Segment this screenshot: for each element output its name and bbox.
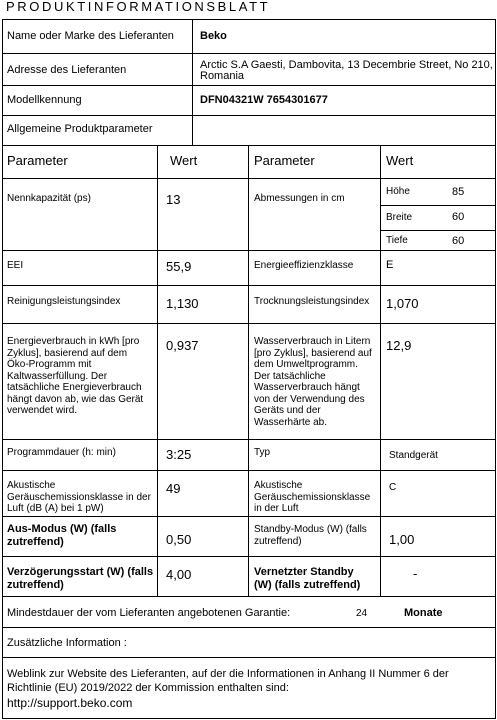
water-consumption-value: 12,9 — [386, 338, 412, 353]
type-label: Typ — [254, 447, 271, 458]
dimensions-label: Abmessungen in cm — [254, 193, 345, 204]
model-label: Modellkennung — [7, 94, 82, 106]
depth-value: 60 — [452, 235, 465, 247]
cleaning-value: 1,130 — [166, 296, 199, 311]
off-mode-label: Aus-Modus (W) (falls zutreffend) — [7, 523, 117, 548]
energy-consumption-label: Energieverbrauch in kWh [pro Zyklus], basierend auf dem Öko-Programm mit Kaltwasserfüllung. Der tatsächliche Energieverbrauch hängt davon ab, wie das Gerät verwendet wird. — [7, 336, 144, 416]
eei-value: 55,9 — [166, 259, 192, 274]
energy-class-label: Energieeffizienzklasse — [254, 260, 354, 271]
noise-class-value: C — [389, 482, 397, 493]
warranty-value: 24 — [356, 608, 368, 619]
height-value: 85 — [452, 186, 465, 198]
header-parameter-2: Parameter — [254, 153, 315, 168]
general-params-label: Allgemeine Produktparameter — [7, 123, 153, 135]
cleaning-label: Reinigungsleistungsindex — [7, 296, 121, 307]
weblink-text: Weblink zur Website des Lieferanten, auf der die Informationen in Anhang II Nummer 6 der Richtlinie (EU) 2019/2022 der Kommission enthalten sind: — [7, 668, 449, 694]
supplier-address-value: Arctic S.A Gaesti, Dambovita, 13 Decembrie Street, No 210, Romania — [200, 59, 493, 82]
width-value: 60 — [452, 211, 465, 223]
noise-class-label: Akustische Geräuschemissionsklasse in der Luft — [254, 480, 371, 514]
eei-label: EEI — [7, 260, 24, 271]
standby-value: 1,00 — [389, 532, 415, 547]
drying-value: 1,070 — [386, 296, 419, 311]
off-mode-value: 0,50 — [166, 532, 192, 547]
drying-label: Trocknungsleistungsindex — [254, 296, 370, 307]
noise-label: Akustische Geräuschemissionsklasse in der Luft (dB (A) bei 1 pW) — [7, 480, 151, 514]
noise-value: 49 — [166, 481, 181, 496]
energy-consumption-value: 0,937 — [166, 338, 199, 353]
net-standby-value: - — [413, 566, 418, 581]
capacity-label: Nennkapazität (ps) — [7, 193, 91, 204]
net-standby-label: Vernetzter Standby (W) (falls zutreffend) — [254, 566, 361, 591]
header-value-2: Wert — [386, 153, 414, 168]
capacity-value: 13 — [166, 192, 181, 207]
warranty-unit: Monate — [404, 607, 443, 619]
energy-class-value: E — [386, 259, 394, 271]
water-consumption-label: Wasserverbrauch in Litern [pro Zyklus], basierend auf dem Umweltprogramm. Der tatsächliche Wasserverbrauch hängt von der Verwendung des Geräts und der Wasserhärte ab. — [254, 336, 372, 428]
width-label: Breite — [386, 212, 413, 223]
header-value-1: Wert — [170, 153, 198, 168]
type-value: Standgerät — [389, 450, 438, 461]
supplier-name-label: Name oder Marke des Lieferanten — [7, 30, 174, 42]
delay-start-label: Verzögerungsstart (W) (falls zutreffend) — [7, 566, 154, 591]
delay-start-value: 4,00 — [166, 567, 192, 582]
model-value: DFN04321W 7654301677 — [200, 94, 328, 106]
duration-label: Programmdauer (h: min) — [7, 447, 116, 458]
header-parameter-1: Parameter — [7, 153, 68, 168]
height-label: Höhe — [386, 186, 410, 197]
duration-value: 3:25 — [166, 447, 192, 462]
support-link[interactable]: http://support.beko.com — [7, 696, 133, 710]
depth-label: Tiefe — [386, 235, 408, 246]
additional-info-label: Zusätzliche Information : — [7, 637, 127, 649]
supplier-address-label: Adresse des Lieferanten — [7, 64, 127, 76]
warranty-label: Mindestdauer der vom Lieferanten angebotenen Garantie: — [7, 607, 291, 619]
supplier-name-value: Beko — [200, 30, 227, 42]
standby-label: Standby-Modus (W) (falls zutreffend) — [254, 524, 367, 547]
page-title: PRODUKTINFORMATIONSBLATT — [6, 0, 271, 14]
